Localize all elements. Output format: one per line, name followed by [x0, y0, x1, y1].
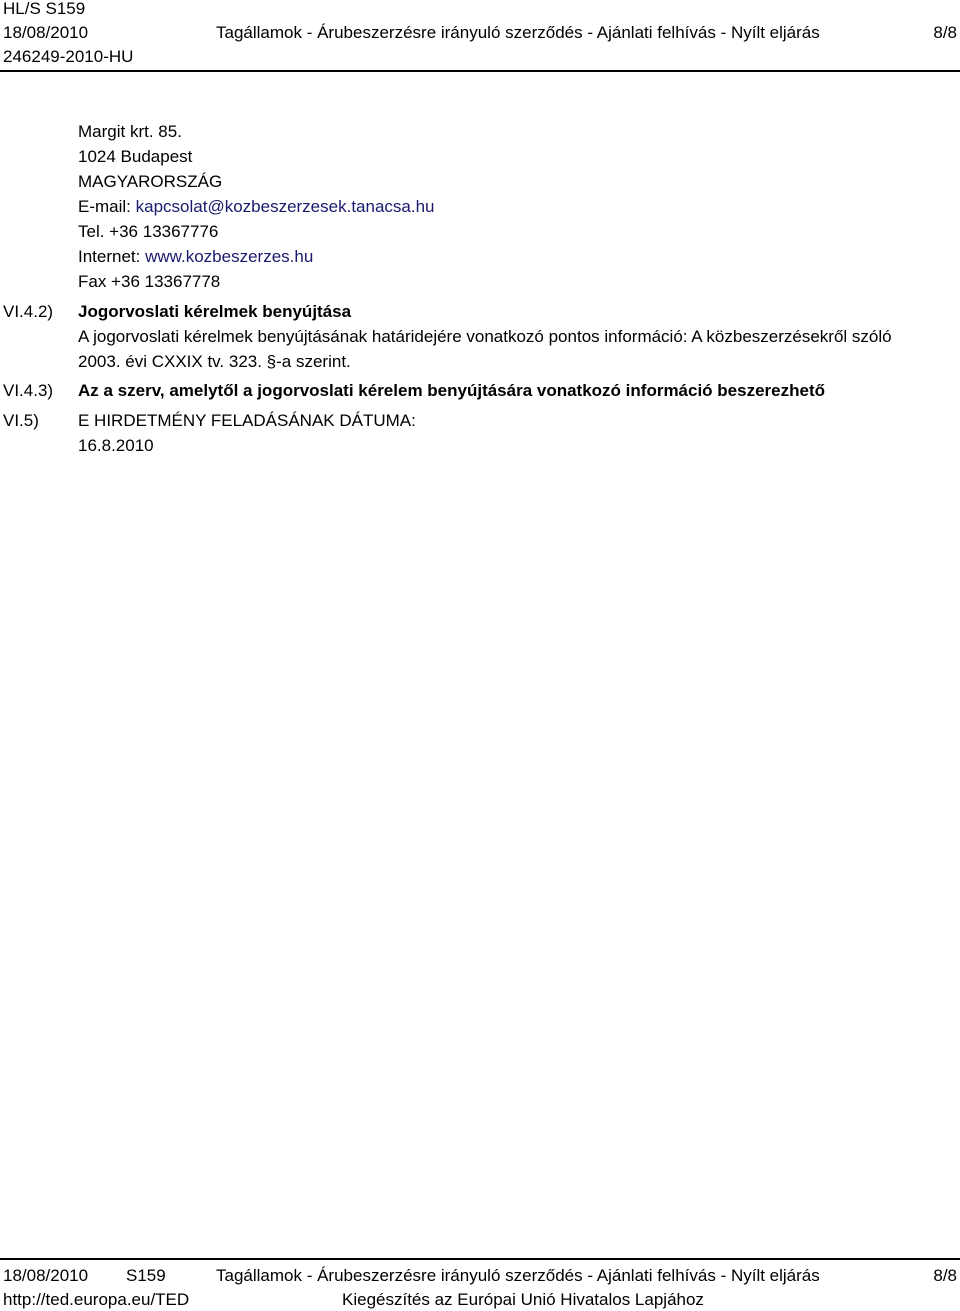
header-title: Tagállamok - Árubeszerzésre irányuló szerződés - Ajánlati felhívás - Nyílt eljárás: [216, 23, 820, 42]
fax-line: Fax +36 13367778: [78, 272, 221, 291]
header-doc-id: 246249-2010-HU: [3, 47, 134, 66]
email-line: [78, 197, 435, 217]
journal-ref: HL/S S159: [3, 0, 86, 18]
section-text-vi-4-2-line1: A jogorvoslati kérelmek benyújtásának határidejére vonatkozó pontos információ: A közbeszerzésekről szóló: [78, 327, 892, 346]
tel-line: Tel. +36 13367776: [78, 222, 219, 241]
section-number-vi-4-2: VI.4.2): [3, 302, 54, 321]
email-link[interactable]: kapcsolat@kozbeszerzesek.tanacsa.hu: [135, 197, 435, 216]
footer-issue: S159: [126, 1266, 166, 1285]
header-rule: [0, 70, 960, 72]
section-heading-vi-5: E HIRDETMÉNY FELADÁSÁNAK DÁTUMA:: [78, 411, 416, 430]
footer-page: 8/8: [933, 1266, 957, 1285]
header-page: 8/8: [933, 23, 957, 42]
footer-rule: [0, 1258, 960, 1260]
footer-url[interactable]: http://ted.europa.eu/TED: [3, 1290, 190, 1309]
internet-line: [78, 247, 313, 267]
header-date: 18/08/2010: [3, 23, 89, 42]
section-heading-vi-4-2: Jogorvoslati kérelmek benyújtása: [78, 302, 352, 321]
footer-title: Tagállamok - Árubeszerzésre irányuló szerződés - Ajánlati felhívás - Nyílt eljárás: [216, 1266, 820, 1285]
section-heading-vi-4-3: Az a szerv, amelytől a jogorvoslati kérelem benyújtására vonatkozó információ beszerezhető: [78, 381, 825, 400]
section-text-vi-4-2-line2: 2003. évi CXXIX tv. 323. §-a szerint.: [78, 352, 351, 371]
section-number-vi-5: VI.5): [3, 411, 39, 430]
section-number-vi-4-3: VI.4.3): [3, 381, 54, 400]
internet-label: Internet:: [78, 247, 146, 266]
email-label: E-mail:: [78, 197, 136, 216]
footer-supplement: Kiegészítés az Európai Unió Hivatalos Lapjához: [342, 1290, 704, 1309]
address-city: 1024 Budapest: [78, 147, 193, 166]
address-street: Margit krt. 85.: [78, 122, 182, 141]
footer-date: 18/08/2010: [3, 1266, 89, 1285]
internet-link[interactable]: www.kozbeszerzes.hu: [145, 247, 314, 266]
section-value-vi-5: 16.8.2010: [78, 436, 154, 455]
address-country: MAGYARORSZÁG: [78, 172, 223, 191]
